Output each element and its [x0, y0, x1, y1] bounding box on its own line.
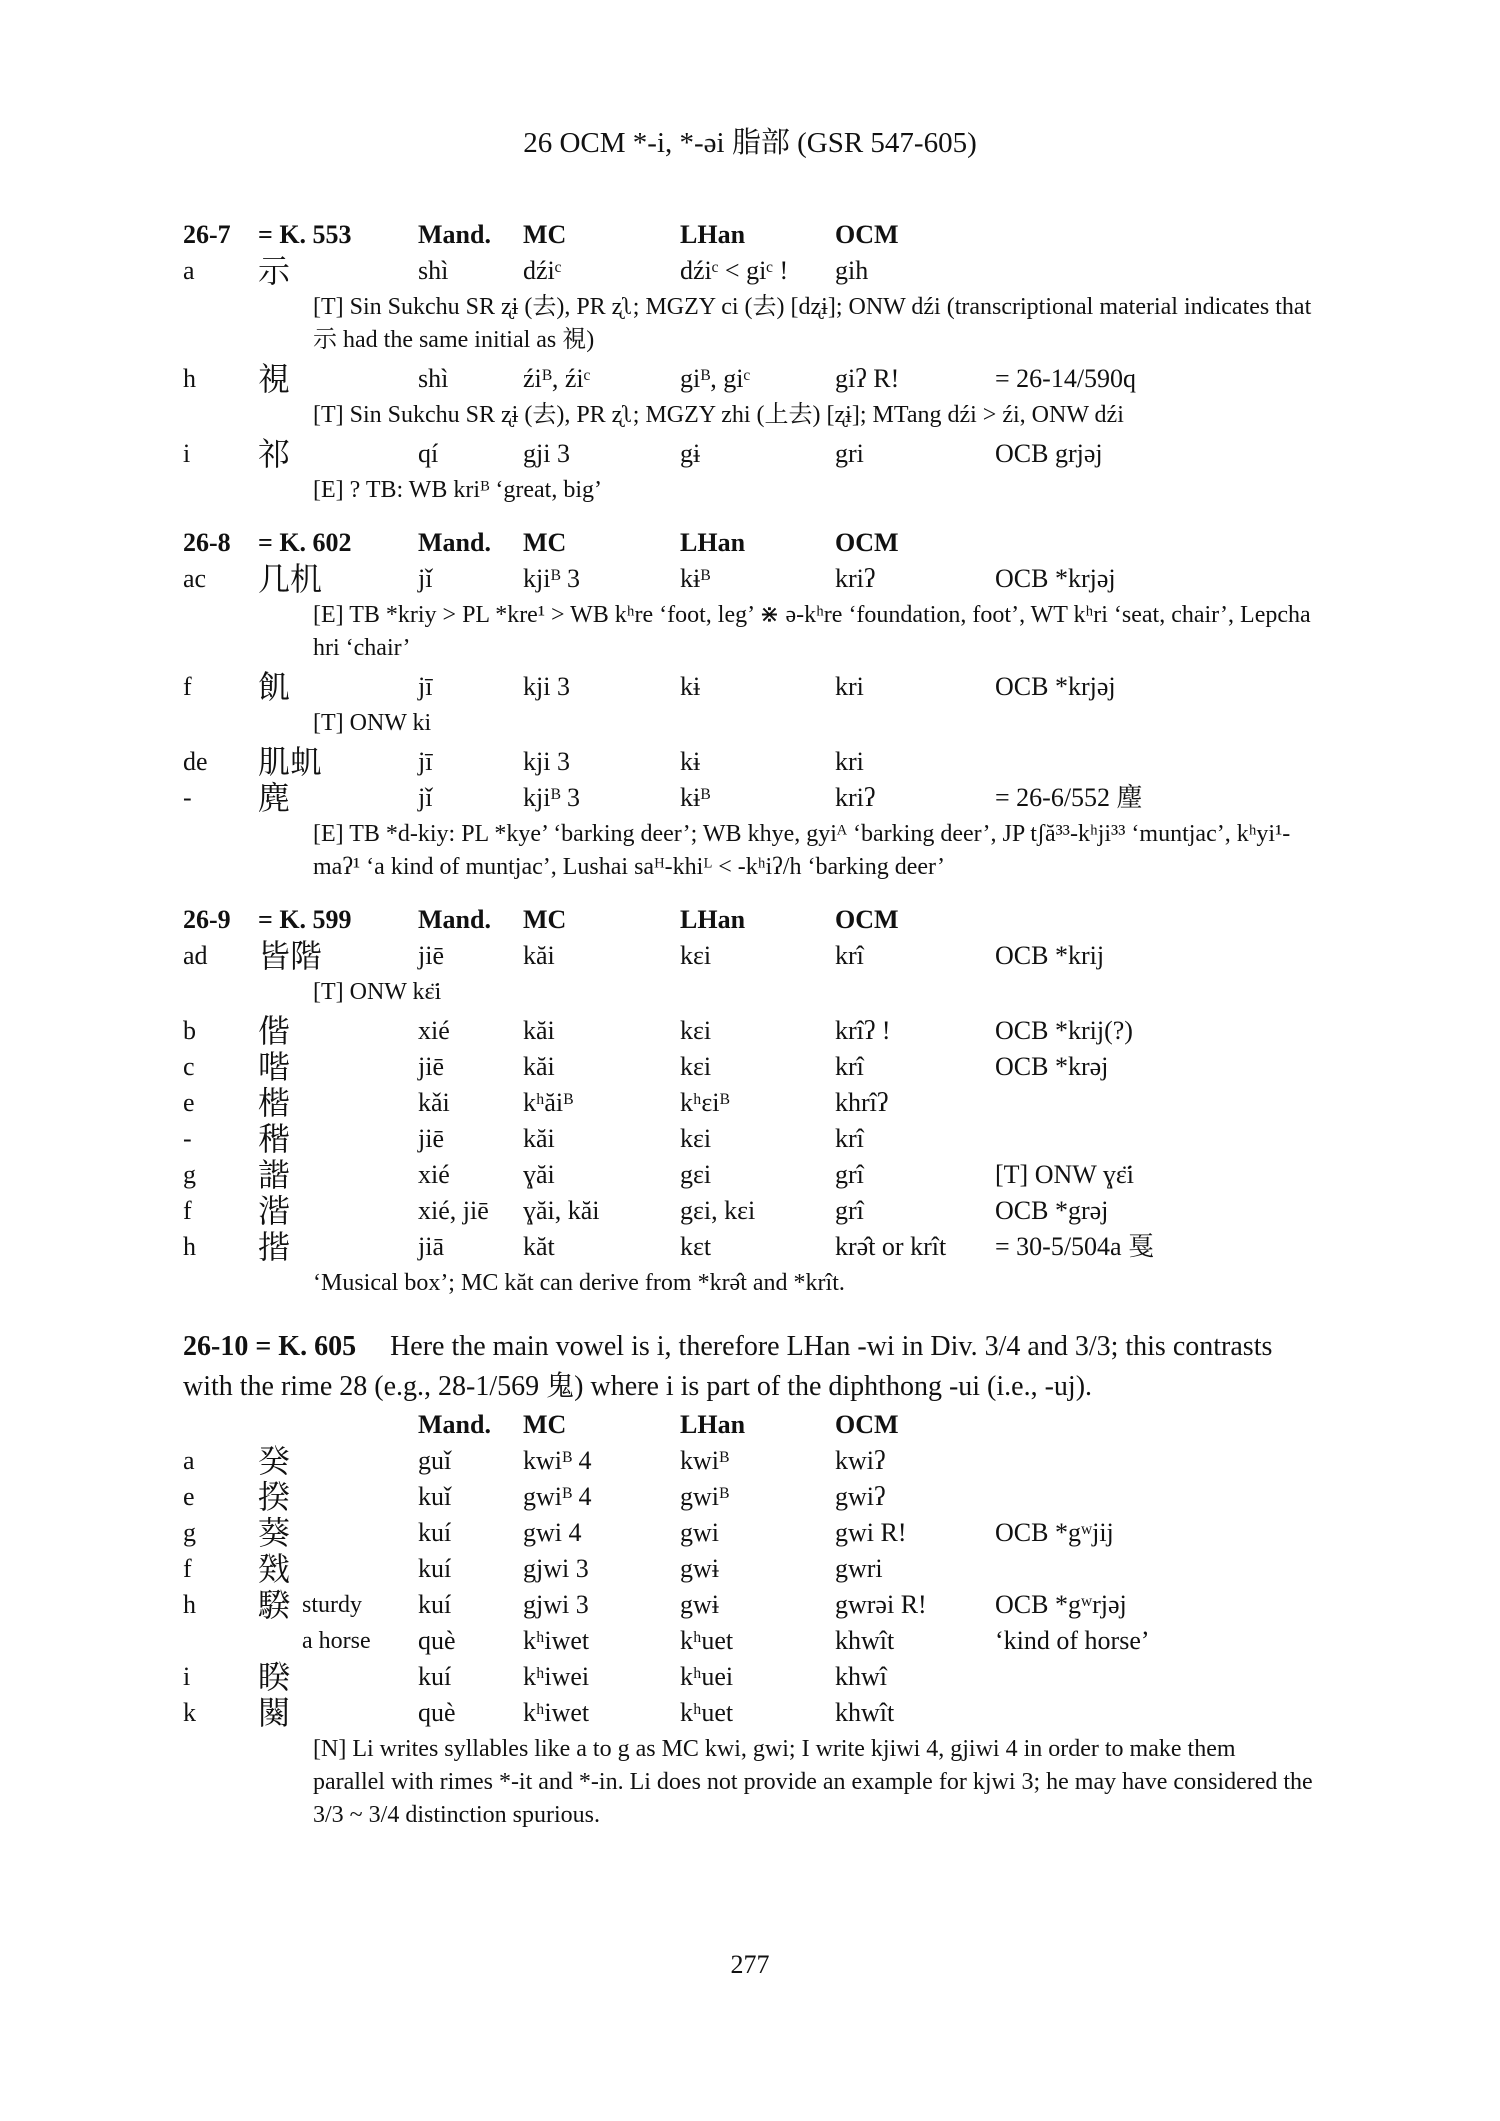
- entry-mc: kăi: [523, 1124, 555, 1153]
- entry-row: [183, 1013, 1313, 1049]
- entry-comment: [T] Sin Sukchu SR ʐɨ (去), PR ʐʅ; MGZY zhi (上去) [ʐɨ]; MTang dźi > źi, ONW dźi: [313, 402, 1124, 428]
- col-header-mc: MC: [523, 905, 567, 934]
- entry-id: k: [183, 1698, 196, 1727]
- entry-row: [183, 1085, 1313, 1121]
- entry-id: i: [183, 1662, 191, 1691]
- entry-lhan: giᴮ, giᶜ: [680, 364, 751, 393]
- entry-row: [183, 253, 1313, 289]
- entry-id: f: [183, 1196, 192, 1225]
- entry-row: [183, 1551, 1313, 1587]
- entry-mc: kʰăiᴮ: [523, 1088, 574, 1117]
- entry-character: 揆: [258, 1479, 291, 1515]
- entry-row: [183, 1587, 1313, 1623]
- col-header-mc: MC: [523, 528, 567, 557]
- entry-lhan: kʰuet: [680, 1698, 734, 1727]
- entry-ocm: gwrəi R!: [835, 1590, 927, 1619]
- entry-ocm: grî: [835, 1160, 864, 1189]
- entry-id: h: [183, 1590, 196, 1619]
- entry-mc: kăi: [523, 1052, 555, 1081]
- entry-note: OCB *gʷjij: [995, 1518, 1114, 1547]
- entry-ocm: grî: [835, 1196, 864, 1225]
- entry-ocm: krî: [835, 1124, 864, 1153]
- entry-mc: kwiᴮ 4: [523, 1446, 592, 1475]
- entry-mandarin: xié: [418, 1016, 450, 1045]
- entry-lhan: kɨ: [680, 672, 701, 701]
- entry-lhan: kɨᴮ: [680, 564, 711, 593]
- entry-ocm: gwiʔ: [835, 1482, 886, 1511]
- entry-ocm: kriʔ: [835, 783, 876, 812]
- entry-mandarin: guǐ: [418, 1446, 452, 1475]
- entry-id: -: [183, 1124, 192, 1153]
- entry-note: OCB grjəj: [995, 439, 1103, 468]
- entry-comment: [E] TB *d-kiy: PL *kye’ ‘barking deer’; WB khye, gyiᴬ ‘barking deer’, JP tʃă³³-kʰji³³ ‘muntjac’, kʰyi¹-maʔ¹ ‘a kind of muntjac’, Lushai saᴴ-khiᴸ < -kʰiʔ/h ‘barking deer’: [313, 821, 1291, 880]
- entry-row: [183, 436, 1313, 472]
- entry-ocm: gwri: [835, 1554, 883, 1583]
- entry-comment: [E] TB *kriy > PL *kre¹ > WB kʰre ‘foot, leg’ ⋇ ə-kʰre ‘foundation, foot’, WT kʰri ‘seat, chair’, Lepcha hri ‘chair’: [313, 602, 1311, 661]
- entry-row: [183, 780, 1313, 816]
- entry-lhan: kɛi: [680, 941, 712, 970]
- entry-ocm: krî: [835, 941, 864, 970]
- col-header-ocm: OCM: [835, 528, 899, 557]
- entry-character: 偕: [258, 1013, 291, 1049]
- entry-comment: [T] ONW kɛ̈i: [313, 979, 442, 1005]
- entry-note: OCB *krəj: [995, 1052, 1109, 1081]
- entry-ocm: gri: [835, 439, 864, 468]
- entry-mc: kʰiwet: [523, 1698, 590, 1727]
- entry-character: 喈: [258, 1049, 291, 1085]
- entry-mc: kʰiwei: [523, 1662, 590, 1691]
- entry-row: [183, 938, 1313, 974]
- col-header-mand: Mand.: [418, 528, 491, 557]
- entry-lhan: dźiᶜ < giᶜ !: [680, 256, 789, 285]
- column-header-row: [183, 1407, 1313, 1443]
- col-header-lhan: LHan: [680, 905, 746, 934]
- entry-character: 稭: [258, 1121, 291, 1157]
- section-26-10: [183, 1327, 1313, 1836]
- entry-row: [183, 1193, 1313, 1229]
- entry-mandarin: xié, jiē: [418, 1196, 489, 1225]
- entry-lhan: kɛt: [680, 1232, 712, 1261]
- col-header-lhan: LHan: [680, 220, 746, 249]
- section-id: 26-7: [183, 220, 231, 249]
- entry-mc: ɣăi: [523, 1160, 555, 1189]
- entry-character: 癸: [258, 1443, 291, 1479]
- col-header-lhan: LHan: [680, 528, 746, 557]
- entry-id: a: [183, 256, 195, 285]
- entry-comment: ‘Musical box’; MC kăt can derive from *krə̂t and *krît.: [313, 1270, 845, 1296]
- entry-mc: gjwi 3: [523, 1554, 589, 1583]
- entry-row: [183, 669, 1313, 705]
- entry-mandarin: jiē: [418, 1124, 444, 1153]
- page-number: 277: [730, 1950, 770, 1979]
- entry-row: [183, 1443, 1313, 1479]
- entry-gloss: sturdy: [302, 1592, 362, 1618]
- entry-ocm: kriʔ: [835, 564, 876, 593]
- entry-id: e: [183, 1482, 195, 1511]
- entry-lhan: gwɨ: [680, 1554, 719, 1583]
- entry-row: [183, 1515, 1313, 1551]
- entry-ocm: gwi R!: [835, 1518, 907, 1547]
- entry-mandarin: kuí: [418, 1554, 452, 1583]
- entry-mc: gjwi 3: [523, 1590, 589, 1619]
- entry-mandarin: kuǐ: [418, 1482, 452, 1511]
- entry-ocm: krî: [835, 1052, 864, 1081]
- entry-character: 揩: [258, 1229, 291, 1265]
- entry-mandarin: kuí: [418, 1518, 452, 1547]
- entry-mc: kʰiwet: [523, 1626, 590, 1655]
- entry-row: [183, 1157, 1313, 1193]
- entry-mandarin: kuí: [418, 1662, 452, 1691]
- entry-ocm: khwît: [835, 1698, 895, 1727]
- entry-mc: źiᴮ, źiᶜ: [523, 364, 591, 393]
- entry-id: f: [183, 1554, 192, 1583]
- section-id: 26-9: [183, 905, 231, 934]
- entry-gloss: a horse: [302, 1628, 371, 1654]
- entry-character: 騤: [258, 1587, 291, 1623]
- entry-row: [183, 561, 1313, 597]
- entry-lhan: gwi: [680, 1518, 719, 1547]
- entry-id: c: [183, 1052, 195, 1081]
- entry-mc: kăi: [523, 941, 555, 970]
- entry-character: 諧: [258, 1157, 291, 1193]
- entry-character: 睽: [258, 1659, 291, 1695]
- entry-id: h: [183, 1232, 196, 1261]
- entry-note: OCB *krij(?): [995, 1016, 1133, 1045]
- entry-ocm: khwî: [835, 1662, 887, 1691]
- entry-mandarin: jiē: [418, 941, 444, 970]
- entry-mc: kăi: [523, 1016, 555, 1045]
- entry-mandarin: què: [418, 1698, 456, 1727]
- section-26-7: [183, 217, 1313, 511]
- karlgren-ref: = K. 602: [258, 528, 352, 557]
- entry-mandarin: shì: [418, 256, 449, 285]
- entry-character: 几机: [258, 561, 323, 597]
- entry-row: [183, 1229, 1313, 1265]
- entry-note: OCB *gʷrjəj: [995, 1590, 1127, 1619]
- entry-note: OCB *krjəj: [995, 564, 1116, 593]
- entry-character: 湝: [258, 1193, 291, 1229]
- entry-ocm: kri: [835, 672, 864, 701]
- entry-character: 楷: [258, 1085, 291, 1121]
- entry-row: [183, 744, 1313, 780]
- col-header-ocm: OCM: [835, 905, 899, 934]
- karlgren-ref: = K. 553: [258, 220, 352, 249]
- entry-character: 肌虮: [258, 744, 323, 780]
- entry-ocm: khrîʔ: [835, 1088, 889, 1117]
- entry-id: a: [183, 1446, 195, 1475]
- entry-comment: [T] Sin Sukchu SR ʐɨ (去), PR ʐʅ; MGZY ci (去) [dʐɨ]; ONW dźi (transcriptional material indicates that 示 had the same initial as 視): [313, 294, 1312, 353]
- entry-ocm: kri: [835, 747, 864, 776]
- entry-lhan: gɛi, kɛi: [680, 1196, 756, 1225]
- entry-mc: ɣăi, kăi: [523, 1196, 600, 1225]
- entry-mandarin: jī: [418, 747, 433, 776]
- entry-mc: kjiᴮ 3: [523, 783, 581, 812]
- entry-mc: gwiᴮ 4: [523, 1482, 592, 1511]
- entry-character: 葵: [258, 1515, 291, 1551]
- entry-note: [T] ONW ɣɛ̈i: [995, 1160, 1134, 1189]
- entry-comment: [N] Li writes syllables like a to g as MC kwi, gwi; I write kjiwi 4, gjiwi 4 in order to make them parallel with rimes *-it and *-in. Li does not provide an example for kjwi 3; he may have considered the 3/3 ~ 3/4 distinction spurious.: [313, 1736, 1313, 1828]
- entry-row: [183, 1623, 1313, 1659]
- section-header-row: [183, 902, 1313, 938]
- entry-note: OCB *krjəj: [995, 672, 1116, 701]
- entry-lhan: gwiᴮ: [680, 1482, 730, 1511]
- entry-ocm: khwît: [835, 1626, 895, 1655]
- entry-ocm: krə̂t or krît: [835, 1232, 947, 1261]
- entry-mandarin: jǐ: [418, 783, 433, 812]
- section-id: 26-8: [183, 528, 231, 557]
- entry-note: ‘kind of horse’: [995, 1626, 1150, 1655]
- entry-id: e: [183, 1088, 195, 1117]
- section-26-8: [183, 525, 1313, 888]
- entry-character: 皆階: [258, 938, 323, 974]
- entry-note: OCB *krij: [995, 941, 1105, 970]
- entry-lhan: gwɨ: [680, 1590, 719, 1619]
- entry-id: -: [183, 783, 192, 812]
- entry-id: de: [183, 747, 208, 776]
- entry-id: h: [183, 364, 196, 393]
- entry-character: 闋: [258, 1695, 291, 1731]
- entry-id: ac: [183, 564, 207, 593]
- entry-ocm: kwiʔ: [835, 1446, 886, 1475]
- section-intro: [183, 1327, 1313, 1407]
- entry-ocm: krîʔ !: [835, 1016, 891, 1045]
- entry-row: [183, 1049, 1313, 1085]
- entry-row: [183, 1479, 1313, 1515]
- col-header-mc: MC: [523, 220, 567, 249]
- entry-mandarin: jiā: [418, 1232, 444, 1261]
- entry-mandarin: kuí: [418, 1590, 452, 1619]
- entry-id: g: [183, 1160, 196, 1189]
- entry-character: 祁: [258, 436, 291, 472]
- entry-id: g: [183, 1518, 196, 1547]
- section-header-row: [183, 525, 1313, 561]
- entry-mandarin: jiē: [418, 1052, 444, 1081]
- entry-note: OCB *grəj: [995, 1196, 1109, 1225]
- karlgren-ref: = K. 605: [255, 1331, 357, 1362]
- col-header-mand: Mand.: [418, 905, 491, 934]
- entry-mandarin: kǎi: [418, 1088, 450, 1117]
- entry-row: [183, 1695, 1313, 1731]
- entry-comment: [T] ONW ki: [313, 710, 432, 736]
- entry-lhan: kɨ: [680, 747, 701, 776]
- entry-lhan: gɨ: [680, 439, 701, 468]
- entry-character: 麂: [258, 780, 291, 816]
- entry-lhan: kɛi: [680, 1052, 712, 1081]
- col-header-ocm: OCM: [835, 220, 899, 249]
- col-header-mand: Mand.: [418, 1410, 491, 1439]
- entry-mandarin: shì: [418, 364, 449, 393]
- entry-mc: gwi 4: [523, 1518, 582, 1547]
- col-header-lhan: LHan: [680, 1410, 746, 1439]
- entry-row: [183, 1659, 1313, 1695]
- entry-mandarin: jǐ: [418, 564, 433, 593]
- entry-lhan: kʰuei: [680, 1662, 734, 1691]
- entry-character: 視: [258, 361, 291, 397]
- section-header-row: [183, 217, 1313, 253]
- col-header-mc: MC: [523, 1410, 567, 1439]
- entry-note: = 26-14/590q: [995, 364, 1137, 393]
- entry-row: [183, 1121, 1313, 1157]
- entry-mandarin: jī: [418, 672, 433, 701]
- entry-row: [183, 361, 1313, 397]
- entry-mandarin: qí: [418, 439, 439, 468]
- entry-lhan: kɨᴮ: [680, 783, 711, 812]
- entry-mc: gji 3: [523, 439, 570, 468]
- entry-mc: kăt: [523, 1232, 555, 1261]
- intro-text: Here the main vowel is i, therefore LHan -wi in Div. 3/4 and 3/3; this contrasts with the rime 28 (e.g., 28-1/569 鬼) where i is part of the diphthong -ui (i.e., -uj).: [183, 1331, 1273, 1402]
- entry-note: = 26-6/552 麈: [995, 783, 1143, 812]
- entry-id: b: [183, 1016, 196, 1045]
- entry-mc: kjiᴮ 3: [523, 564, 581, 593]
- section-id: 26-10: [183, 1331, 249, 1362]
- karlgren-ref: = K. 599: [258, 905, 352, 934]
- entry-note: = 30-5/504a 戛: [995, 1232, 1155, 1261]
- entry-mandarin: què: [418, 1626, 456, 1655]
- entry-character: 戣: [258, 1551, 291, 1587]
- entry-lhan: kʰɛiᴮ: [680, 1088, 730, 1117]
- entry-character: 示: [258, 253, 291, 289]
- entry-character: 飢: [258, 669, 291, 705]
- page-header: 26 OCM *-i, *-əi 脂部 (GSR 547-605): [523, 127, 977, 159]
- entry-lhan: kɛi: [680, 1016, 712, 1045]
- entry-lhan: kʰuet: [680, 1626, 734, 1655]
- entry-mc: kji 3: [523, 672, 570, 701]
- entry-lhan: gɛi: [680, 1160, 712, 1189]
- col-header-mand: Mand.: [418, 220, 491, 249]
- entry-id: ad: [183, 941, 208, 970]
- section-26-9: [183, 902, 1313, 1304]
- entry-id: f: [183, 672, 192, 701]
- entry-ocm: giʔ R!: [835, 364, 900, 393]
- entry-ocm: gih: [835, 256, 869, 285]
- entry-mc: dźiᶜ: [523, 256, 562, 285]
- entry-lhan: kwiᴮ: [680, 1446, 730, 1475]
- entry-mc: kji 3: [523, 747, 570, 776]
- entry-id: i: [183, 439, 191, 468]
- entry-comment: [E] ? TB: WB kriᴮ ‘great, big’: [313, 477, 602, 503]
- col-header-ocm: OCM: [835, 1410, 899, 1439]
- entry-lhan: kɛi: [680, 1124, 712, 1153]
- entry-mandarin: xié: [418, 1160, 450, 1189]
